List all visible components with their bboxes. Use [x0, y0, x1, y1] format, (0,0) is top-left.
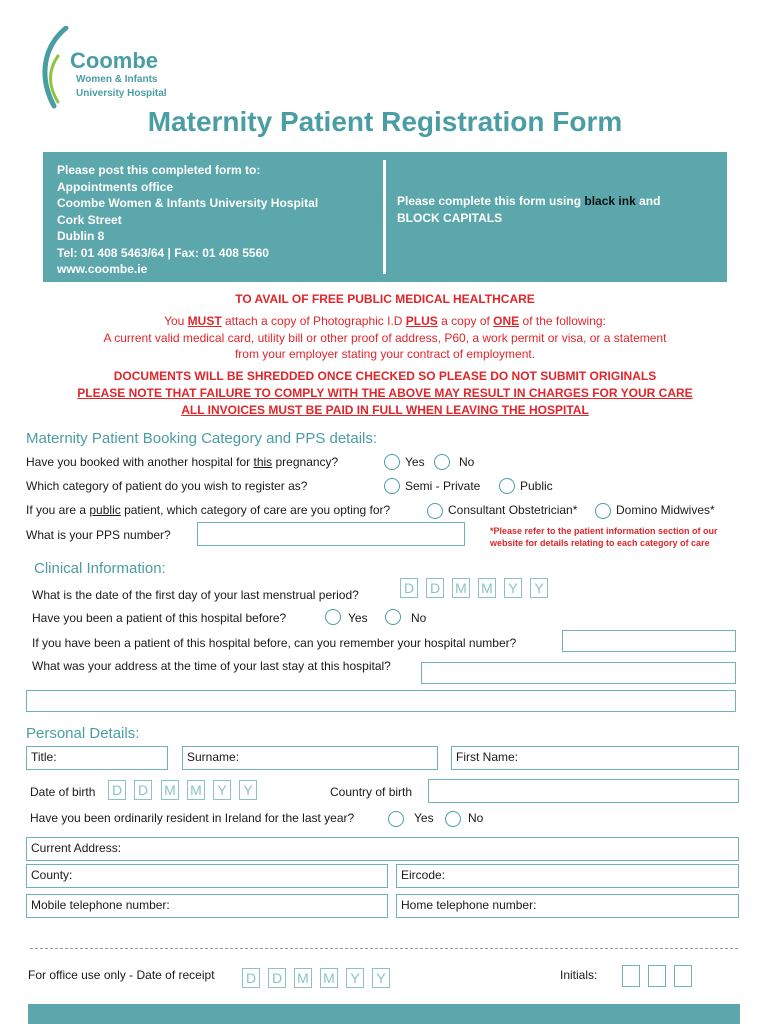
receipt-month-box[interactable]: M — [320, 968, 338, 988]
surname-field[interactable]: Surname: — [182, 746, 438, 770]
initials-box[interactable] — [674, 965, 692, 987]
country-input[interactable] — [428, 779, 739, 803]
block-capitals: BLOCK CAPITALS — [397, 210, 503, 225]
initials-box[interactable] — [648, 965, 666, 987]
booked-no-radio[interactable] — [434, 454, 450, 470]
receipt-year-box[interactable]: Y — [346, 968, 364, 988]
booking-heading: Maternity Patient Booking Category and PPS details: — [26, 430, 378, 447]
receipt-day-box[interactable]: D — [268, 968, 286, 988]
notice-must: You MUST attach a copy of Photographic I.D PLUS a copy of ONE of the following: — [164, 314, 606, 328]
eircode-field[interactable]: Eircode: — [396, 864, 739, 888]
initials-box[interactable] — [622, 965, 640, 987]
prev-patient-yes-radio[interactable] — [325, 609, 341, 625]
page-title: Maternity Patient Registration Form — [147, 106, 623, 137]
lmp-year-box[interactable]: Y — [530, 578, 548, 598]
postal-line: Dublin 8 — [57, 229, 105, 243]
lmp-label: What is the date of the first day of your last menstrual period? — [32, 588, 359, 602]
resident-yes-label: Yes — [414, 811, 434, 825]
postal-line: Cork Street — [57, 212, 122, 227]
postal-info — [57, 162, 318, 278]
info-divider — [383, 160, 386, 274]
receipt-day-box[interactable]: D — [242, 968, 260, 988]
semi-private-label: Semi - Private — [405, 479, 481, 493]
receipt-label: For office use only - Date of receipt — [28, 968, 215, 982]
postal-line: Coombe Women & Infants University Hospital — [57, 196, 319, 210]
hosp-number-label: If you have been a patient of this hospital before, can you remember your hospital number? — [32, 636, 517, 650]
category-ref-note: *Please refer to the patient information section of our website for details relating to each category of care — [490, 526, 718, 548]
resident-yes-radio[interactable] — [388, 811, 404, 827]
ink-highlight: black ink — [584, 194, 636, 208]
prev-patient-yes-label: Yes — [348, 611, 368, 625]
hospital-number-input[interactable] — [562, 630, 736, 652]
notice-invoices: ALL INVOICES MUST BE PAID IN FULL WHEN LEAVING THE HOSPITAL — [181, 403, 589, 417]
notice-failure: PLEASE NOTE THAT FAILURE TO COMPLY WITH THE ABOVE MAY RESULT IN CHARGES FOR YOUR CARE — [77, 386, 693, 400]
logo-line2: University Hospital — [76, 88, 167, 99]
pps-label: What is your PPS number? — [26, 528, 171, 542]
semi-private-radio[interactable] — [384, 478, 400, 494]
notice-line2: A current valid medical card, utility bill or other proof of address, P60, a work permit or visa, or a statement — [103, 331, 667, 345]
receipt-year-box[interactable]: Y — [372, 968, 390, 988]
consultant-label: Consultant Obstetrician* — [448, 503, 578, 517]
domino-label: Domino Midwives* — [616, 503, 715, 517]
country-label: Country of birth — [330, 785, 413, 799]
notice-shred: DOCUMENTS WILL BE SHREDDED ONCE CHECKED SO PLEASE DO NOT SUBMIT ORIGINALS — [113, 369, 657, 383]
domino-radio[interactable] — [595, 503, 611, 519]
dob-year-box[interactable]: Y — [239, 780, 257, 800]
notice-line3: from your employer stating your contract of employment. — [234, 347, 536, 361]
current-address-field[interactable]: Current Address: — [26, 837, 739, 861]
booked-no-label: No — [459, 455, 475, 469]
logo-line1: Women & Infants — [76, 74, 158, 85]
cut-line — [30, 948, 738, 949]
lmp-month-box[interactable]: M — [478, 578, 496, 598]
lmp-day-box[interactable]: D — [426, 578, 444, 598]
consultant-radio[interactable] — [427, 503, 443, 519]
dob-day-box[interactable]: D — [108, 780, 126, 800]
first-name-field[interactable]: First Name: — [451, 746, 739, 770]
notice-heading: TO AVAIL OF FREE PUBLIC MEDICAL HEALTHCARE — [235, 292, 535, 306]
mobile-phone-field[interactable]: Mobile telephone number: — [26, 894, 388, 918]
info-box — [43, 152, 727, 282]
home-phone-field[interactable]: Home telephone number: — [396, 894, 739, 918]
q-booked-elsewhere: Have you booked with another hospital for this pregnancy? — [26, 455, 339, 469]
clinical-heading: Clinical Information: — [34, 560, 166, 577]
footer-bar — [28, 1004, 740, 1024]
dob-day-box[interactable]: D — [134, 780, 152, 800]
lmp-month-box[interactable]: M — [452, 578, 470, 598]
q-care-category: If you are a public patient, which category of care are you opting for? — [26, 503, 391, 517]
hospital-logo-mark — [36, 26, 72, 110]
dob-month-box[interactable]: M — [187, 780, 205, 800]
postal-line: www.coombe.ie — [57, 262, 148, 276]
postal-line: Appointments office — [57, 179, 173, 194]
ink-instructions — [397, 193, 707, 226]
postal-line: Tel: 01 408 5463/64 | Fax: 01 408 5560 — [57, 245, 269, 260]
prev-patient-no-radio[interactable] — [385, 609, 401, 625]
booked-yes-label: Yes — [405, 455, 425, 469]
logo-name: Coombe — [70, 48, 158, 73]
lmp-year-box[interactable]: Y — [504, 578, 522, 598]
receipt-month-box[interactable]: M — [294, 968, 312, 988]
dob-year-box[interactable]: Y — [213, 780, 231, 800]
lmp-day-box[interactable]: D — [400, 578, 418, 598]
dob-label: Date of birth — [30, 785, 96, 799]
resident-label: Have you been ordinarily resident in Ireland for the last year? — [30, 811, 355, 825]
pps-input[interactable] — [197, 522, 465, 546]
last-address-input-line2[interactable] — [26, 690, 736, 712]
initials-label: Initials: — [560, 968, 598, 982]
postal-line: Please post this completed form to: — [57, 163, 261, 177]
prev-patient-no-label: No — [411, 611, 427, 625]
resident-no-radio[interactable] — [445, 811, 461, 827]
ink-post: and — [635, 194, 661, 208]
last-address-label: What was your address at the time of your last stay at this hospital? — [32, 659, 391, 673]
title-field[interactable]: Title: — [26, 746, 168, 770]
last-address-input[interactable] — [421, 662, 736, 684]
public-radio[interactable] — [499, 478, 515, 494]
personal-heading: Personal Details: — [26, 725, 140, 742]
q-patient-category: Which category of patient do you wish to register as? — [26, 479, 308, 493]
county-field[interactable]: County: — [26, 864, 388, 888]
booked-yes-radio[interactable] — [384, 454, 400, 470]
dob-month-box[interactable]: M — [161, 780, 179, 800]
ink-pre: Please complete this form using — [397, 194, 585, 208]
prev-patient-label: Have you been a patient of this hospital before? — [32, 611, 287, 625]
public-label: Public — [520, 479, 553, 493]
resident-no-label: No — [468, 811, 484, 825]
